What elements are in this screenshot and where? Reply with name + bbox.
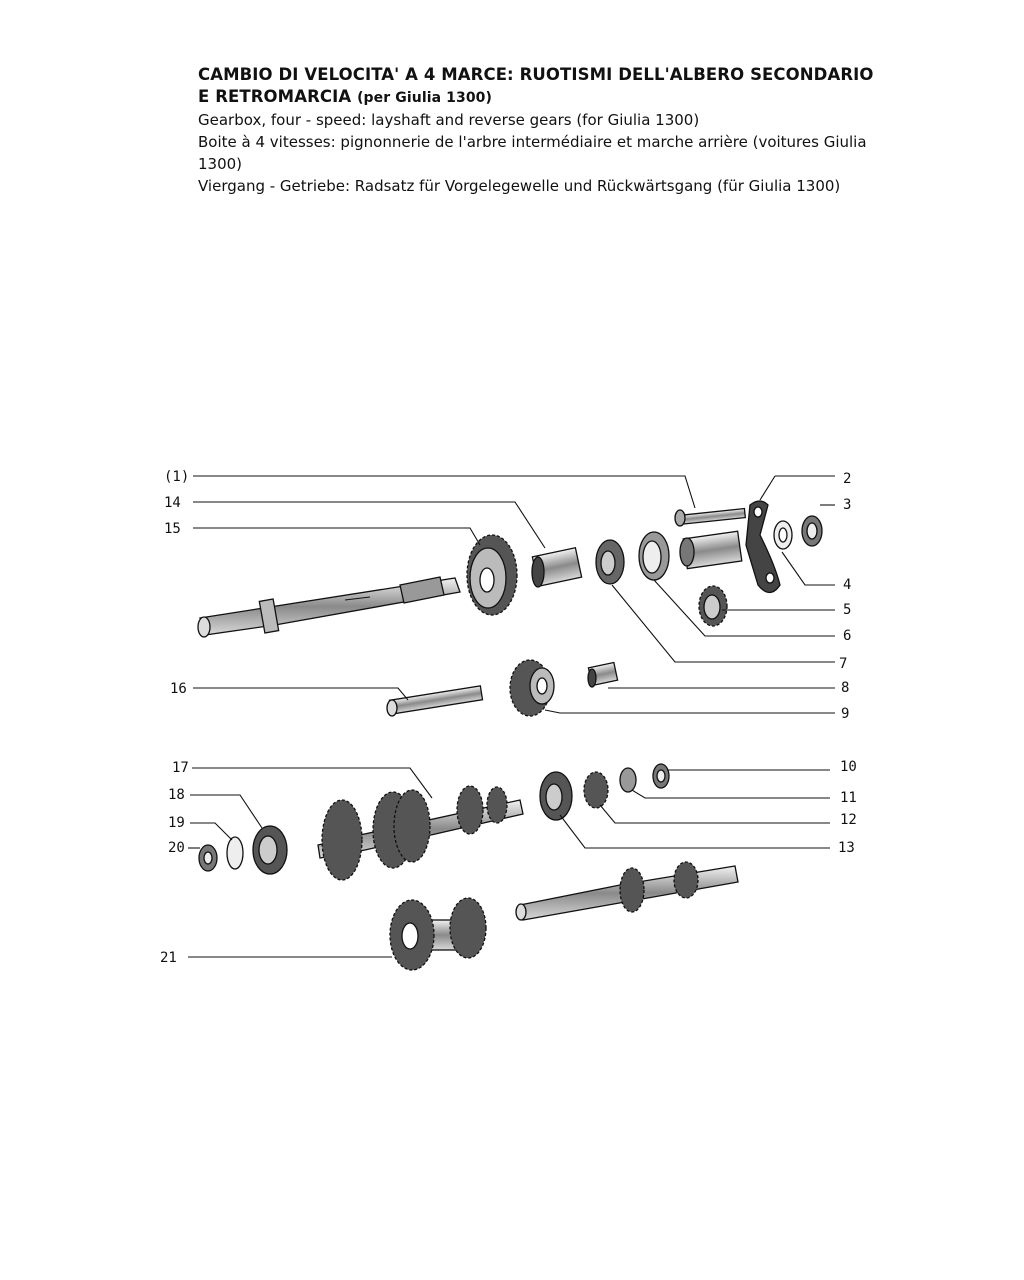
callout-18: 18 [168, 787, 185, 803]
gear-15 [467, 535, 517, 615]
callout-7: 7 [839, 656, 848, 672]
nut-10 [653, 764, 669, 788]
layshaft-17 [318, 786, 523, 880]
callout-13: 13 [838, 840, 855, 856]
bolt-1 [675, 509, 745, 526]
callout-8: 8 [841, 680, 850, 696]
callout-20: 20 [168, 840, 185, 856]
callout-4: 4 [843, 577, 852, 593]
title-small: (per Giulia 1300) [357, 90, 492, 106]
callout-16: 16 [170, 681, 187, 697]
bushing-14 [532, 548, 582, 587]
callout-1: (1) [164, 469, 190, 485]
callout-14: 14 [164, 495, 181, 511]
pin-16 [387, 686, 483, 716]
bearing-7 [596, 540, 624, 584]
callout-5: 5 [843, 602, 852, 618]
callout-21: 21 [160, 950, 177, 966]
bearing-13 [540, 772, 572, 820]
reverse-gear-9 [510, 660, 554, 716]
callout-10: 10 [840, 759, 857, 775]
washer-19 [227, 837, 243, 869]
bushing-8 [588, 662, 618, 687]
ring-6 [639, 532, 669, 580]
callout-11: 11 [840, 790, 857, 806]
cluster-gear-21 [390, 898, 486, 970]
caption-french: Boite à 4 vitesses: pignonnerie de l'arbre intermédiaire et marche arrière (voitures Giulia 1300) [198, 133, 867, 173]
caption-german: Viergang - Getriebe: Radsatz für Vorgelegewelle und Rückwärtsgang (für Giulia 1300) [198, 177, 841, 195]
nut-20 [199, 845, 217, 871]
lock-washer-11 [620, 768, 636, 792]
title-main: E RETROMARCIA [198, 87, 352, 106]
gear-12 [584, 772, 608, 808]
nut-3 [802, 516, 822, 546]
callout-12: 12 [840, 812, 857, 828]
callout-3: 3 [843, 497, 852, 513]
washer-4 [774, 521, 792, 549]
callout-15: 15 [164, 521, 181, 537]
caption-english: Gearbox, four - speed: layshaft and reverse gears (for Giulia 1300) [198, 111, 700, 129]
callout-6: 6 [843, 628, 852, 644]
gear-5 [699, 586, 727, 626]
callout-9: 9 [841, 706, 850, 722]
title-line-1: CAMBIO DI VELOCITA' A 4 MARCE: RUOTISMI DELL'ALBERO SECONDARIO [198, 65, 874, 84]
bearing-18 [253, 826, 287, 874]
main-shaft [198, 577, 460, 637]
callout-17: 17 [172, 760, 189, 776]
callout-2: 2 [843, 471, 852, 487]
lower-shaft [516, 862, 738, 920]
callout-19: 19 [168, 815, 185, 831]
